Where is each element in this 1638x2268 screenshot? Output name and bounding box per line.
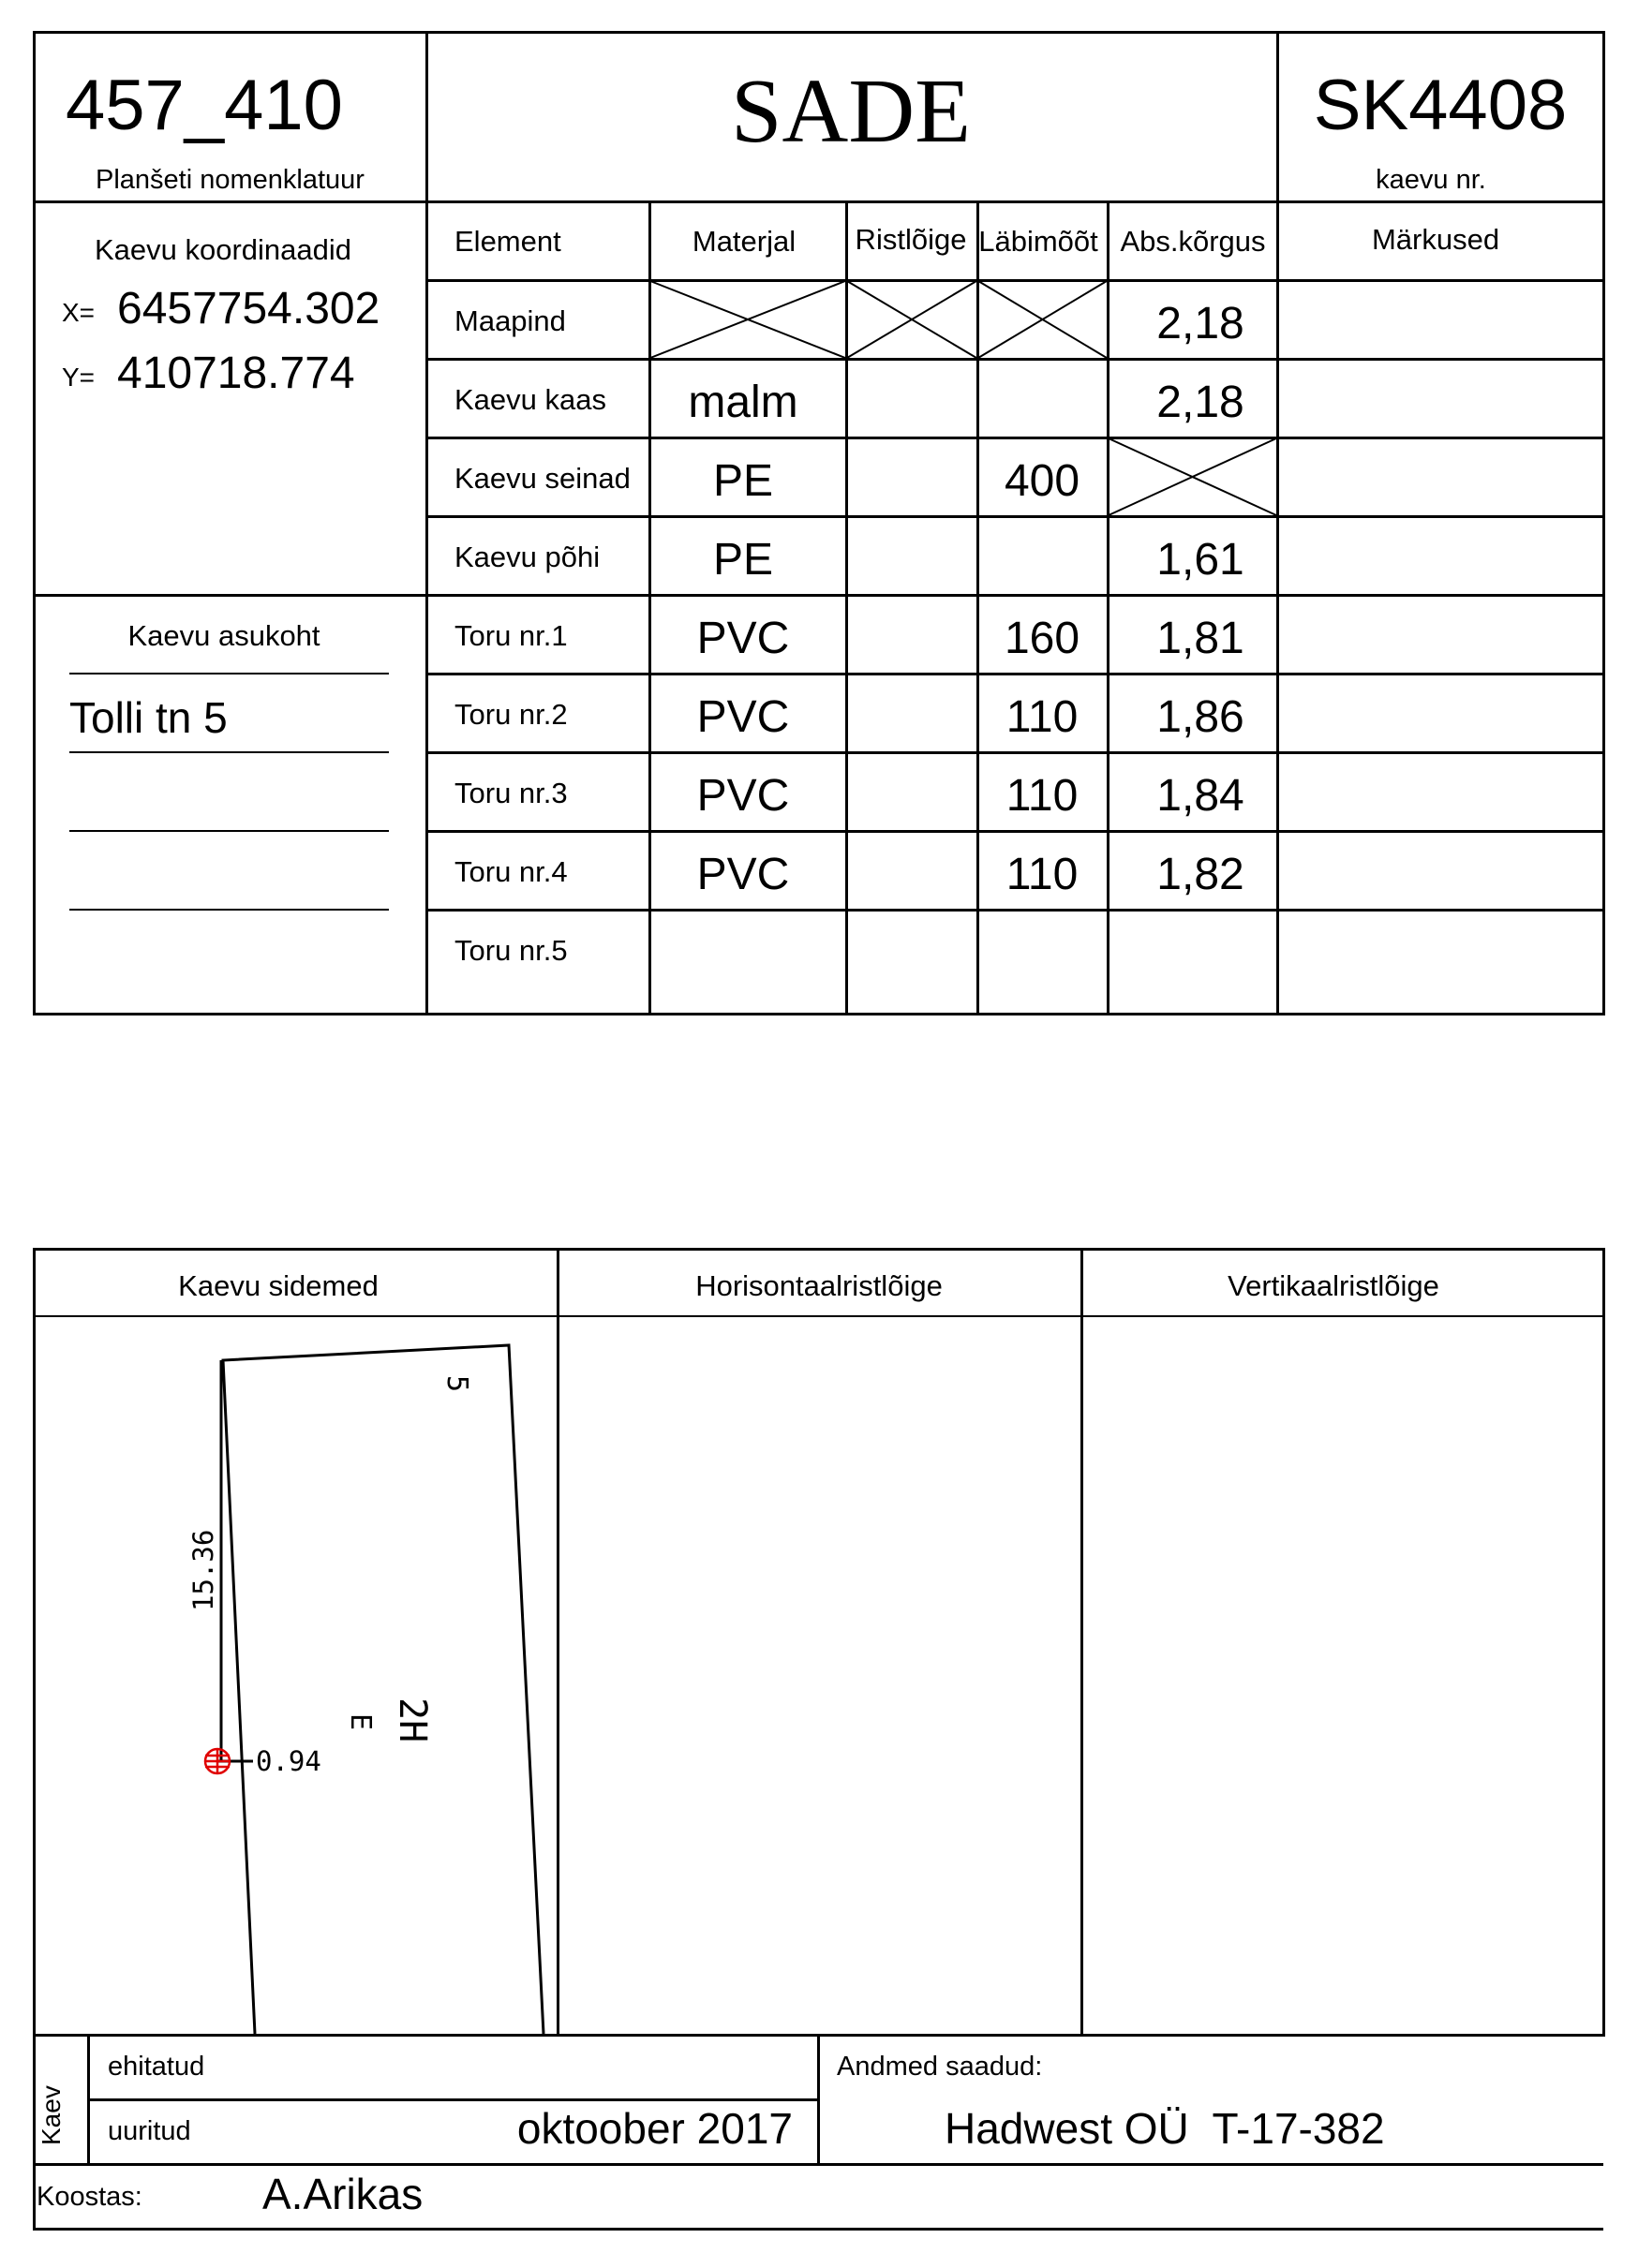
sheet-code-label: Planšeti nomenklatuur xyxy=(96,165,365,195)
row-element: Toru nr.3 xyxy=(454,777,568,809)
building-label: 2H xyxy=(391,1697,434,1743)
panel-title-vertical: Vertikaalristlõige xyxy=(1228,1269,1439,1302)
row-diameter: 110 xyxy=(1005,692,1079,742)
row-material: PVC xyxy=(696,692,790,742)
y-coordinate: 410718.774 xyxy=(117,348,355,398)
row-material: PVC xyxy=(696,771,790,821)
header-material: Materjal xyxy=(692,225,797,258)
author-label: Koostas: xyxy=(37,2182,142,2212)
row-elevation: 1,86 xyxy=(1156,692,1244,742)
well-number-label: kaevu nr. xyxy=(1376,165,1486,195)
location-address: Tolli tn 5 xyxy=(69,693,228,742)
row-material: PVC xyxy=(696,850,790,899)
row-elevation: 1,81 xyxy=(1156,614,1244,663)
house-number: 5 xyxy=(440,1375,473,1393)
dimension-0-94: 0.94 xyxy=(256,1745,321,1777)
row-elevation: 1,61 xyxy=(1156,535,1244,585)
row-elevation: 2,18 xyxy=(1156,299,1244,348)
surveyed-label: uuritud xyxy=(108,2116,191,2146)
row-element: Kaevu kaas xyxy=(454,383,606,416)
well-number: SK4408 xyxy=(1313,66,1568,145)
row-diameter: 110 xyxy=(1005,850,1079,899)
header-section: Ristlõige xyxy=(855,223,967,256)
data-source-value: Hadwest OÜ T-17-382 xyxy=(945,2104,1385,2153)
row-element: Toru nr.2 xyxy=(454,698,568,731)
row-element: Toru nr.1 xyxy=(454,619,568,652)
side-label-kaev: Kaev xyxy=(37,2085,66,2145)
panel-title-connections: Kaevu sidemed xyxy=(178,1269,379,1302)
row-diameter: 110 xyxy=(1005,771,1079,821)
surveyed-value: oktoober 2017 xyxy=(516,2104,793,2153)
row-elevation: 2,18 xyxy=(1156,378,1244,427)
row-diameter: 160 xyxy=(1004,614,1080,663)
author-name: A.Arikas xyxy=(262,2170,424,2218)
row-elevation: 1,84 xyxy=(1156,771,1244,821)
built-label: ehitatud xyxy=(108,2052,205,2082)
row-material: PVC xyxy=(696,614,790,663)
row-material: malm xyxy=(688,378,798,427)
row-elevation: 1,82 xyxy=(1156,850,1244,899)
x-coordinate: 6457754.302 xyxy=(117,284,380,334)
y-prefix: Y= xyxy=(62,363,96,392)
sheet-code: 457_410 xyxy=(66,66,343,145)
header-element: Element xyxy=(454,225,561,258)
dimension-15-36: 15.36 xyxy=(187,1529,219,1611)
data-source-label: Andmed saadud: xyxy=(837,2052,1043,2082)
panel-title-horizontal: Horisontaalristlõige xyxy=(695,1269,943,1302)
coordinates-label: Kaevu koordinaadid xyxy=(94,233,352,266)
row-diameter: 400 xyxy=(1004,456,1080,506)
row-element: Kaevu seinad xyxy=(454,462,631,495)
well-symbol xyxy=(205,1749,230,1773)
page-title: SADE xyxy=(731,61,971,162)
row-material: PE xyxy=(712,456,774,506)
x-prefix: X= xyxy=(62,298,96,327)
header-elevation: Abs.kõrgus xyxy=(1120,225,1266,258)
row-element: Kaevu põhi xyxy=(454,541,601,573)
row-element: Toru nr.5 xyxy=(454,934,568,967)
header-diameter: Läbimõõt xyxy=(978,225,1098,258)
building-sub-label: E xyxy=(344,1713,377,1731)
row-element: Maapind xyxy=(454,304,566,337)
location-label: Kaevu asukoht xyxy=(127,619,320,652)
row-element: Toru nr.4 xyxy=(454,855,568,888)
header-notes: Märkused xyxy=(1371,223,1500,256)
row-material: PE xyxy=(712,535,774,585)
